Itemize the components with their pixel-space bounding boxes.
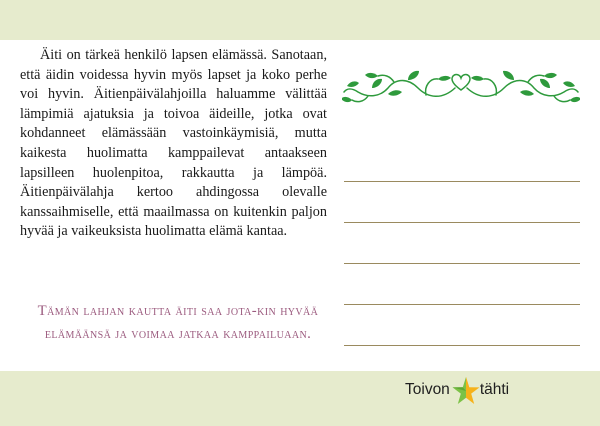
- writing-line[interactable]: [344, 181, 580, 182]
- vine-heart-ornament-icon: [342, 66, 580, 108]
- top-band: [0, 0, 600, 40]
- logo-word-toivon: Toivon: [405, 381, 450, 398]
- writing-line[interactable]: [344, 304, 580, 305]
- highlight-quote: Tämän lahjan kautta äiti saa jota-kin hyvää elämäänsä ja voimaa jatkaa kamppailuaan.: [37, 303, 319, 342]
- logo-word-tahti: tähti: [479, 381, 510, 398]
- star-icon: [448, 374, 484, 410]
- bottom-band: [0, 371, 600, 426]
- body-paragraph: Äiti on tärkeä henkilö lapsen elämässä. Sanotaan, että äidin voidessa hyvin myös lapset ja koko perhe voi hyvin. Äitienpäivälahjoilla haluamme välittää lämpimiä ajatuksia ja toivoa äideille, jotka ovat kohdanneet elämässään vastoinkäymisiä, mutta kaikesta huolimatta kamppailevat antaakseen lapsilleen huolenpitoa, rakkautta ja lämpöä. Äitienpäivälahja kertoo ahdingossa olevalle kanssaihmiselle, että maailmassa on kuitenkin paljon hyvää ja vaikeuksista huolimatta elämä kantaa.: [20, 47, 327, 240]
- writing-line[interactable]: [344, 222, 580, 223]
- writing-line[interactable]: [344, 345, 580, 346]
- writing-line[interactable]: [344, 263, 580, 264]
- toivon-tahti-logo: [405, 370, 509, 410]
